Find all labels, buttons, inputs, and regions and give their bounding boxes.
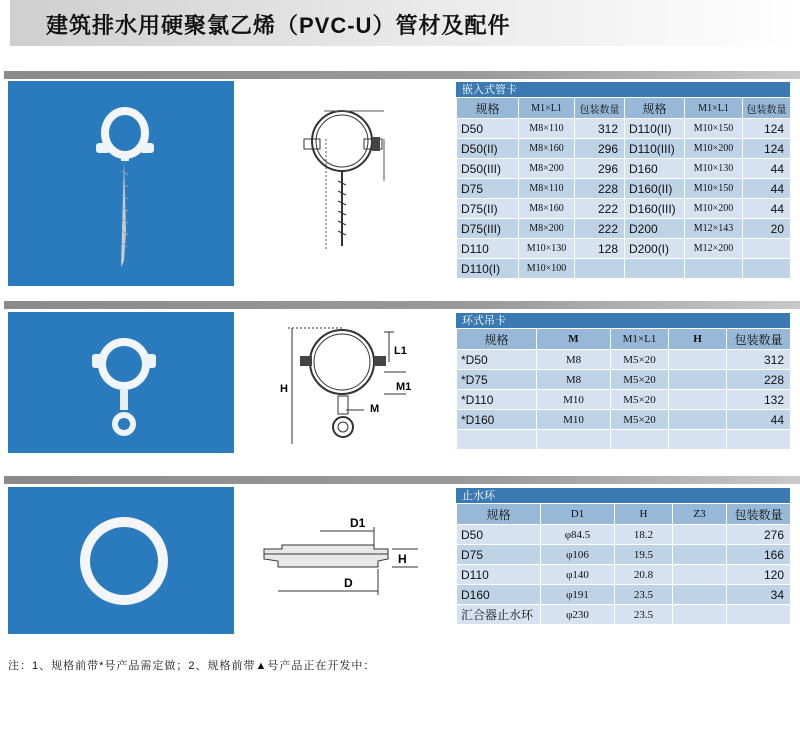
col-header: M1×L1: [611, 329, 669, 350]
table-row: [457, 159, 791, 179]
table-cell: D110: [457, 565, 541, 585]
footnote: 注：1、规格前带*号产品需定做；2、规格前带▲号产品正在开发中：: [8, 660, 376, 672]
table-cell: D75(III): [457, 219, 519, 239]
table-row: [457, 430, 791, 450]
col-header: 规格: [457, 98, 519, 119]
table-cell: M8×110: [519, 179, 575, 199]
table-cell: [457, 430, 537, 450]
table-cell: [669, 390, 727, 410]
table-cell: M10×150: [685, 179, 743, 199]
table-cell: M10: [537, 390, 611, 410]
col-header: 包装数量: [575, 98, 625, 119]
table-cell: φ140: [541, 565, 615, 585]
col-header: 包装数量: [727, 329, 791, 350]
col-header: 包装数量: [743, 98, 791, 119]
table-cell: φ191: [541, 585, 615, 605]
table-cell: D75(II): [457, 199, 519, 219]
table-cell: M12×143: [685, 219, 743, 239]
pipe-clamp-table: [456, 81, 790, 279]
table-cell: 222: [575, 199, 625, 219]
table-cell: M12×200: [685, 239, 743, 259]
table-cell: 228: [727, 370, 791, 390]
table-row: [457, 585, 791, 605]
table-cell: M8: [537, 350, 611, 370]
table-heading: 嵌入式管卡: [456, 81, 790, 97]
col-header: H: [615, 504, 673, 525]
table-row: [457, 545, 791, 565]
table-cell: D75: [457, 545, 541, 565]
table-cell: *D50: [457, 350, 537, 370]
table-cell: 132: [727, 390, 791, 410]
water-stop-ring-drawing: [234, 487, 452, 634]
table-header-row: [457, 329, 791, 350]
table-cell: 20.8: [615, 565, 673, 585]
table-cell: 312: [575, 119, 625, 139]
table-row: [457, 219, 791, 239]
title-bar: [10, 0, 800, 46]
table-row: [457, 259, 791, 279]
dim-label-m: M: [370, 403, 380, 415]
table-cell: D110: [457, 239, 519, 259]
table-row: [457, 119, 791, 139]
table-cell: M5×20: [611, 370, 669, 390]
dim-label-h: H: [398, 552, 407, 566]
table-cell: 44: [743, 199, 791, 219]
table-cell: 23.5: [615, 585, 673, 605]
table-row: [457, 390, 791, 410]
table-cell: M8×200: [519, 159, 575, 179]
table-row: [457, 370, 791, 390]
table-row: [457, 565, 791, 585]
table-cell: 124: [743, 119, 791, 139]
dim-label-h: H: [280, 383, 288, 395]
table-cell: M5×20: [611, 350, 669, 370]
table-cell: 166: [727, 545, 791, 565]
col-header: Z3: [673, 504, 727, 525]
table-cell: φ84.5: [541, 525, 615, 545]
table-cell: M8×200: [519, 219, 575, 239]
table-cell: M8: [537, 370, 611, 390]
water-stop-ring-table: [456, 487, 790, 625]
table-cell: D75: [457, 179, 519, 199]
table-cell: 276: [727, 525, 791, 545]
dim-label-l1: L1: [394, 345, 407, 357]
table-cell: 汇合器止水环: [457, 605, 541, 625]
col-header: H: [669, 329, 727, 350]
table-cell: 34: [727, 585, 791, 605]
table-cell: [727, 605, 791, 625]
table-cell: [727, 430, 791, 450]
table-cell: 44: [743, 159, 791, 179]
table-cell: φ106: [541, 545, 615, 565]
table-heading: 环式吊卡: [456, 312, 790, 328]
pipe-clamp-drawing: [234, 81, 452, 286]
col-header: 规格: [457, 329, 537, 350]
table-cell: [673, 605, 727, 625]
table-cell: D50: [457, 525, 541, 545]
table-cell: D160: [625, 159, 685, 179]
table-row: [457, 199, 791, 219]
table-cell: M10×130: [519, 239, 575, 259]
table-cell: [537, 430, 611, 450]
table-header-row: [457, 98, 791, 119]
table-cell: M10×130: [685, 159, 743, 179]
table-cell: 120: [727, 565, 791, 585]
table-cell: D200: [625, 219, 685, 239]
table-cell: [575, 259, 625, 279]
table-cell: M8×160: [519, 139, 575, 159]
table-row: [457, 350, 791, 370]
table-cell: *D110: [457, 390, 537, 410]
table-cell: [673, 545, 727, 565]
table-row: [457, 179, 791, 199]
ring-hanger-table: [456, 312, 790, 450]
table-row: [457, 410, 791, 430]
page-title: 建筑排水用硬聚氯乙烯（PVC-U）管材及配件: [46, 13, 511, 38]
dim-label-d1: D1: [350, 516, 366, 530]
table-cell: M5×20: [611, 410, 669, 430]
table-cell: D50(II): [457, 139, 519, 159]
col-header: 规格: [457, 504, 541, 525]
col-header: M: [537, 329, 611, 350]
table-cell: 19.5: [615, 545, 673, 565]
table-cell: [669, 430, 727, 450]
dim-label-m1: M1: [396, 381, 412, 393]
table-cell: D160(II): [625, 179, 685, 199]
table-row: [457, 239, 791, 259]
table-cell: [673, 585, 727, 605]
col-header: 规格: [625, 98, 685, 119]
table-cell: [625, 259, 685, 279]
table-cell: D160(III): [625, 199, 685, 219]
table-cell: 18.2: [615, 525, 673, 545]
ring-hanger-drawing: [234, 312, 452, 453]
ring-hanger-photo: [8, 312, 234, 453]
table-cell: [669, 370, 727, 390]
col-header: M1×L1: [685, 98, 743, 119]
table-cell: 44: [743, 179, 791, 199]
table-cell: 124: [743, 139, 791, 159]
table-cell: [611, 430, 669, 450]
table-cell: 44: [727, 410, 791, 430]
table-heading: 止水环: [456, 487, 790, 503]
table-cell: D110(II): [625, 119, 685, 139]
section-divider: [4, 301, 800, 309]
table-cell: M5×20: [611, 390, 669, 410]
col-header: M1×L1: [519, 98, 575, 119]
table-cell: [743, 239, 791, 259]
table-cell: D200(I): [625, 239, 685, 259]
table-cell: 23.5: [615, 605, 673, 625]
table-cell: D160: [457, 585, 541, 605]
table-cell: D110(I): [457, 259, 519, 279]
table-cell: D110(III): [625, 139, 685, 159]
table-cell: *D160: [457, 410, 537, 430]
water-stop-ring-photo: [8, 487, 234, 634]
table-row: [457, 605, 791, 625]
table-cell: M8×110: [519, 119, 575, 139]
table-cell: [673, 525, 727, 545]
table-cell: 296: [575, 159, 625, 179]
table-cell: 228: [575, 179, 625, 199]
table-cell: M10×200: [685, 199, 743, 219]
table-cell: [669, 350, 727, 370]
table-header-row: [457, 504, 791, 525]
table-cell: [673, 565, 727, 585]
col-header: 包装数量: [727, 504, 791, 525]
table-row: [457, 139, 791, 159]
table-cell: [669, 410, 727, 430]
table-cell: M10×150: [685, 119, 743, 139]
table-cell: [743, 259, 791, 279]
table-cell: M10×200: [685, 139, 743, 159]
table-cell: M10×100: [519, 259, 575, 279]
table-cell: 312: [727, 350, 791, 370]
table-cell: [685, 259, 743, 279]
table-cell: 222: [575, 219, 625, 239]
table-cell: D50: [457, 119, 519, 139]
section-divider: [4, 71, 800, 79]
table-cell: D50(III): [457, 159, 519, 179]
dim-label-d: D: [344, 576, 353, 590]
table-cell: 296: [575, 139, 625, 159]
table-cell: *D75: [457, 370, 537, 390]
table-cell: M10: [537, 410, 611, 430]
table-cell: 128: [575, 239, 625, 259]
table-cell: 20: [743, 219, 791, 239]
section-divider: [4, 476, 800, 484]
col-header: D1: [541, 504, 615, 525]
table-row: [457, 525, 791, 545]
table-cell: M8×160: [519, 199, 575, 219]
pipe-clamp-photo: [8, 81, 234, 286]
table-cell: φ230: [541, 605, 615, 625]
